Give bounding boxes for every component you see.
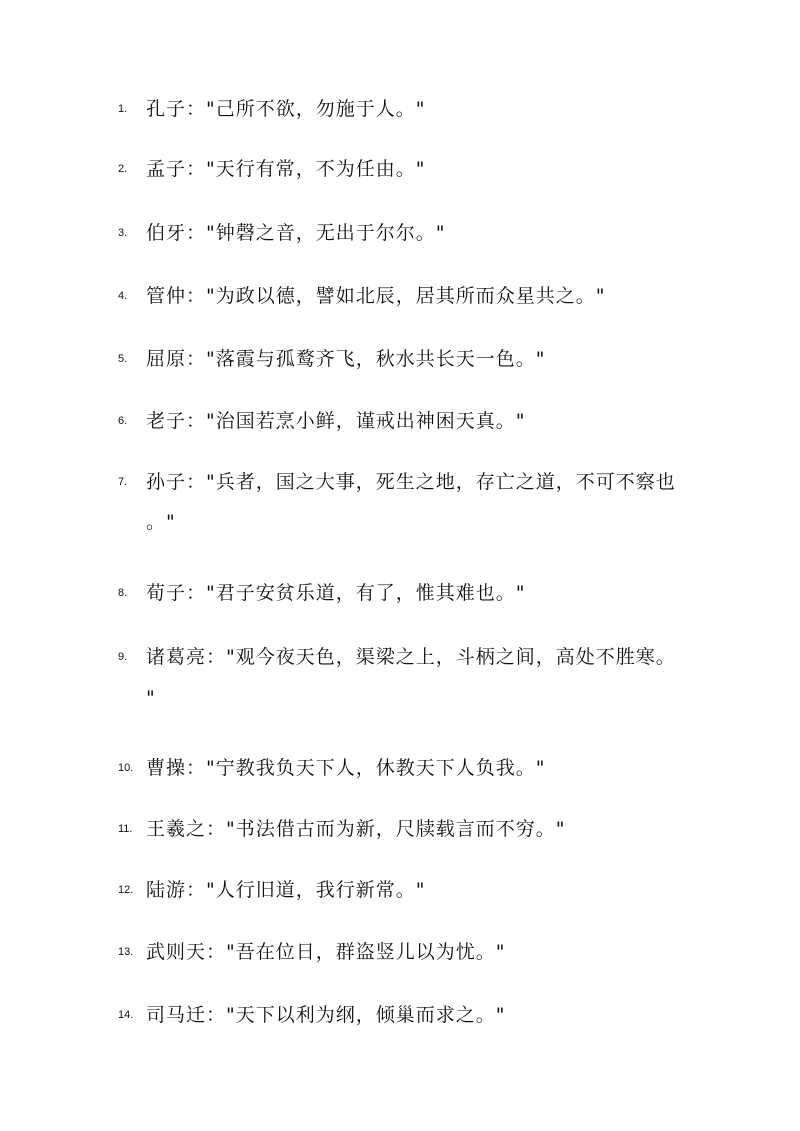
item-number: 14.: [118, 1009, 134, 1021]
item-number: 12.: [118, 884, 134, 896]
quote-continuation: 。": [146, 511, 176, 533]
quote-text: 伯牙："钟磬之音，无出于尔尔。": [146, 222, 446, 244]
quote-text: 孔子："己所不欲，勿施于人。": [146, 98, 426, 120]
quote-text: 司马迁："天下以利为纲，倾巢而求之。": [146, 1004, 506, 1026]
item-number: 13.: [118, 946, 134, 958]
quote-text: 屈原："落霞与孤鹜齐飞，秋水共长天一色。": [146, 348, 546, 370]
item-number: 9.: [118, 651, 128, 663]
item-number: 5.: [118, 353, 128, 365]
quote-continuation: ": [146, 687, 156, 709]
item-number: 7.: [118, 476, 128, 488]
item-number: 8.: [118, 587, 128, 599]
item-number: 1.: [118, 103, 128, 115]
quote-text: 曹操："宁教我负天下人，休教天下人负我。": [146, 757, 546, 779]
item-number: 4.: [118, 290, 128, 302]
quote-text: 诸葛亮："观今夜天色，渠梁之上，斗柄之间，高处不胜寒。: [146, 646, 676, 668]
item-number: 6.: [118, 415, 128, 427]
quote-text: 孙子："兵者，国之大事，死生之地，存亡之道，不可不察也: [146, 471, 676, 493]
quote-text: 孟子："天行有常，不为任由。": [146, 158, 426, 180]
quote-text: 荀子："君子安贫乐道，有了，惟其难也。": [146, 582, 526, 604]
item-number: 3.: [118, 227, 128, 239]
item-number: 11.: [118, 823, 133, 835]
quote-text: 陆游："人行旧道，我行新常。": [146, 879, 426, 901]
quote-text: 老子："治国若烹小鲜，谨戒出神困天真。": [146, 410, 526, 432]
item-number: 10.: [118, 762, 134, 774]
item-number: 2.: [118, 163, 128, 175]
quote-text: 管仲："为政以德，譬如北辰，居其所而众星共之。": [146, 285, 606, 307]
quote-text: 武则天："吾在位日，群盗竖儿以为忧。": [146, 941, 506, 963]
quote-text: 王羲之："书法借古而为新，尺牍载言而不穷。": [146, 818, 566, 840]
